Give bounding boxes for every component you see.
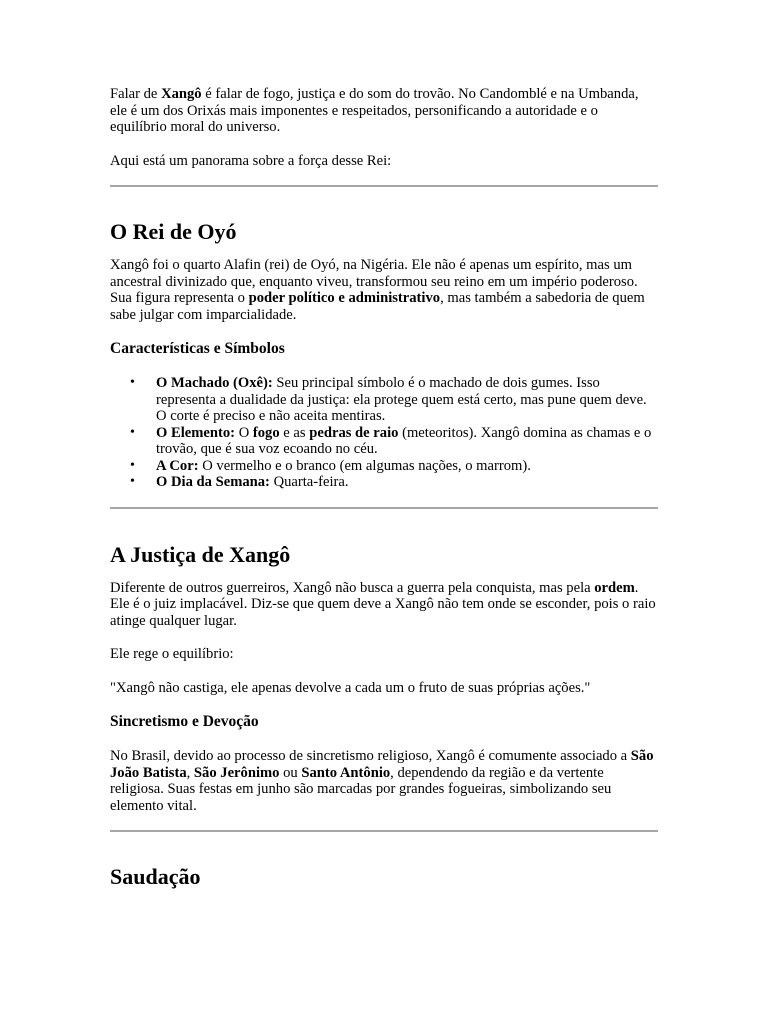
section-heading-saudacao: Saudação — [110, 864, 201, 889]
quote: "Xangô não castiga, ele apenas devolve a cada um o fruto de suas próprias ações." — [110, 679, 591, 696]
list-item: • A Cor: O vermelho e o branco (em algumas nações, o marrom). — [110, 458, 658, 475]
section-paragraph-sincretismo: No Brasil, devido ao processo de sincretismo religioso, Xangô é comumente associado a São João Batista, São Jerônimo ou Santo Antônio, dependendo da região e da vertente religiosa. Suas festas em junho são marcadas por grandes fogueiras, simbolizando seu elemento vital. — [110, 748, 654, 814]
intro-paragraph: Falar de Xangô é falar de fogo, justiça e do som do trovão. No Candomblé e na Umbanda, ele é um dos Orixás mais imponentes e respeitados, personificando a autoridade e o equilíbrio moral do universo. — [110, 86, 639, 135]
intro-lead: Aqui está um panorama sobre a força desse Rei: — [110, 152, 392, 169]
equilibrio-line: Ele rege o equilíbrio: — [110, 646, 234, 662]
section-heading-justica: A Justiça de Xangô — [110, 541, 291, 567]
symbols-list — [110, 375, 658, 491]
section-heading-rei-de-oyo: O Rei de Oyó — [110, 219, 237, 244]
document-page — [110, 86, 658, 890]
subheading-sincretismo: Sincretismo e Devoção — [110, 713, 259, 730]
list-item: • O Dia da Semana: Quarta-feira. — [110, 474, 658, 491]
section-paragraph-justica: Diferente de outros guerreiros, Xangô não busca a guerra pela conquista, mas pela ordem. Ele é o juiz implacável. Diz-se que quem deve a Xangô não tem onde se esconder, pois o raio atinge qualquer lugar. — [110, 579, 656, 629]
list-item: • O Machado (Oxê): Seu principal símbolo é o machado de dois gumes. Isso representa a dualidade da justiça: ela protege quem está certo, mas pune quem deve. O corte é preciso e não aceita mentiras. — [110, 375, 658, 425]
subheading-caracteristicas: Características e Símbolos — [110, 340, 285, 357]
list-item: • O Elemento: O fogo e as pedras de raio (meteoritos). Xangô domina as chamas e o trovão, que é sua voz ecoando no céu. — [110, 425, 658, 458]
section-paragraph-rei-de-oyo: Xangô foi o quarto Alafin (rei) de Oyó, na Nigéria. Ele não é apenas um espírito, mas um ancestral divinizado que, enquanto viveu, transformou seu reino em um império poderoso. Sua figura representa o poder político e administrativo, mas também a sabedoria de quem sabe julgar com imparcialidade. — [110, 257, 645, 323]
